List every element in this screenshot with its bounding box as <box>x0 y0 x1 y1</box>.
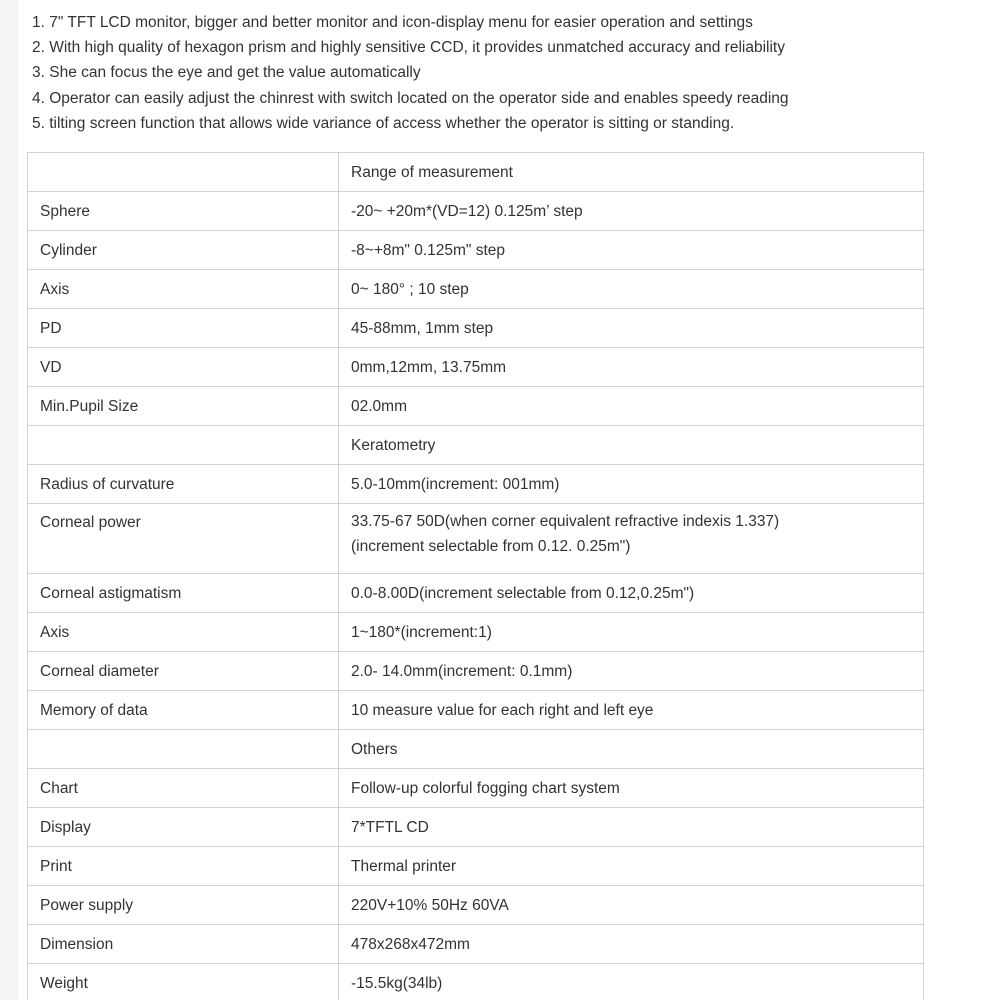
table-row <box>28 270 924 309</box>
section-title: Range of measurement <box>339 153 924 192</box>
spec-value: 45-88mm, 1mm step <box>339 309 924 348</box>
spec-table <box>27 152 924 1000</box>
table-row <box>28 613 924 652</box>
feature-item: 3. She can focus the eye and get the value automatically <box>32 64 421 82</box>
spec-value: Thermal printer <box>339 847 924 886</box>
spec-value: 2.0- 14.0mm(increment: 0.1mm) <box>339 652 924 691</box>
table-row <box>28 886 924 925</box>
spec-value: 0mm,12mm, 13.75mm <box>339 348 924 387</box>
spec-value-line: (increment selectable from 0.12. 0.25m") <box>351 538 631 555</box>
spec-value: -8~+8m" 0.125m" step <box>339 231 924 270</box>
spec-value: 0.0-8.00D(increment selectable from 0.12,0.25m") <box>339 574 924 613</box>
spec-label: Axis <box>28 270 339 309</box>
feature-item: 1. 7" TFT LCD monitor, bigger and better monitor and icon-display menu for easier operation and settings <box>32 14 753 31</box>
spec-label: Axis <box>28 613 339 652</box>
spec-value: Follow-up colorful fogging chart system <box>339 769 924 808</box>
spec-label <box>28 730 339 769</box>
spec-label: Min.Pupil Size <box>28 387 339 426</box>
section-title: Keratometry <box>339 426 924 465</box>
spec-label: Chart <box>28 769 339 808</box>
feature-item: 5. tilting screen function that allows wide variance of access whether the operator is sitting or standing. <box>32 114 735 132</box>
spec-label: Cylinder <box>28 231 339 270</box>
table-row <box>28 231 924 270</box>
table-row <box>28 769 924 808</box>
table-row <box>28 192 924 231</box>
spec-label: Power supply <box>28 886 339 925</box>
spec-label <box>28 426 339 465</box>
section-header-row <box>28 730 924 769</box>
spec-label: Corneal astigmatism <box>28 574 339 613</box>
feature-list <box>32 10 982 136</box>
table-row <box>28 465 924 504</box>
spec-value: -20~ +20m*(VD=12) 0.125m’ step <box>339 192 924 231</box>
spec-value: 0~ 180° ; 10 step <box>339 270 924 309</box>
spec-label: VD <box>28 348 339 387</box>
spec-label <box>28 153 339 192</box>
spec-label: Memory of data <box>28 691 339 730</box>
spec-value <box>339 504 924 574</box>
spec-label: PD <box>28 309 339 348</box>
spec-label: Radius of curvature <box>28 465 339 504</box>
section-header-row <box>28 426 924 465</box>
spec-value: 7*TFTL CD <box>339 808 924 847</box>
spec-label: Corneal power <box>28 504 339 574</box>
table-row <box>28 925 924 964</box>
table-row <box>28 964 924 1000</box>
spec-label: Corneal diameter <box>28 652 339 691</box>
table-row <box>28 691 924 730</box>
feature-item: 2. With high quality of hexagon prism and highly sensitive CCD, it provides unmatched accuracy and reliability <box>32 39 785 57</box>
spec-value: -15.5kg(34lb) <box>339 964 924 1000</box>
spec-value: 1~180*(increment:1) <box>339 613 924 652</box>
table-row <box>28 652 924 691</box>
spec-label: Print <box>28 847 339 886</box>
spec-label: Display <box>28 808 339 847</box>
section-header-row <box>28 153 924 192</box>
table-row <box>28 808 924 847</box>
spec-value: 5.0-10mm(increment: 001mm) <box>339 465 924 504</box>
table-row <box>28 387 924 426</box>
spec-label: Dimension <box>28 925 339 964</box>
left-gutter <box>0 0 18 1000</box>
table-row <box>28 348 924 387</box>
spec-value-line: 33.75-67 50D(when corner equivalent refractive indexis 1.337) <box>351 513 780 530</box>
spec-label: Sphere <box>28 192 339 231</box>
table-row <box>28 847 924 886</box>
spec-value: 478x268x472mm <box>339 925 924 964</box>
spec-value: 220V+10% 50Hz 60VA <box>339 886 924 925</box>
table-row <box>28 504 924 574</box>
table-row <box>28 574 924 613</box>
spec-value: 10 measure value for each right and left eye <box>339 691 924 730</box>
spec-label: Weight <box>28 964 339 1000</box>
spec-value: 02.0mm <box>339 387 924 426</box>
feature-item: 4. Operator can easily adjust the chinrest with switch located on the operator side and enables speedy reading <box>32 89 789 107</box>
table-row <box>28 309 924 348</box>
section-title: Others <box>339 730 924 769</box>
